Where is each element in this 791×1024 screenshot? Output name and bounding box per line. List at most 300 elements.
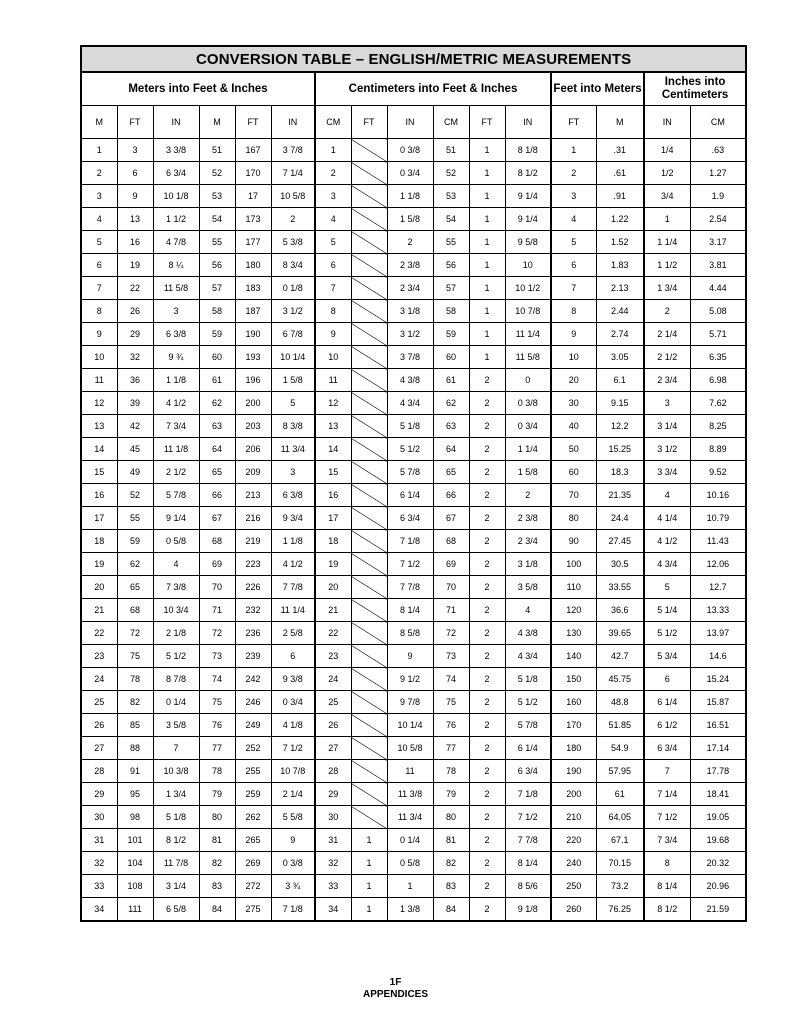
table-cell: 76 [433,714,469,737]
table-cell: 29 [81,783,117,806]
table-cell: 59 [433,323,469,346]
table-cell: 75 [199,691,235,714]
table-cell: 14.6 [690,645,746,668]
table-cell: 64 [433,438,469,461]
table-cell: 173 [235,208,271,231]
table-cell: 260 [551,898,596,922]
table-cell: 1 [81,139,117,162]
table-cell: 6 [81,254,117,277]
table-cell: 8.89 [690,438,746,461]
table-row [81,185,746,208]
table-cell: 7.62 [690,392,746,415]
table-cell: 12 [315,392,351,415]
table-cell: 75 [117,645,153,668]
table-cell: 9 1/2 [387,668,433,691]
table-cell: 12.06 [690,553,746,576]
table-cell: 5 1/8 [153,806,199,829]
table-cell: 8.25 [690,415,746,438]
table-cell: 16 [117,231,153,254]
table-cell: 2 [469,576,505,599]
table-cell: 11 1/4 [271,599,315,622]
table-cell: 51 [433,139,469,162]
table-cell: 213 [235,484,271,507]
table-cell: 6 3/8 [271,484,315,507]
table-cell: 32 [315,852,351,875]
table-cell: 7 [153,737,199,760]
table-row [81,139,746,162]
table-cell: 252 [235,737,271,760]
table-cell [351,346,387,369]
table-cell: 10 7/8 [505,300,551,323]
table-cell: 34 [81,898,117,922]
table-cell: 11.43 [690,530,746,553]
table-cell: 7 1/4 [644,783,690,806]
table-cell: 101 [117,829,153,852]
table-cell: 240 [551,852,596,875]
table-cell: 2 3/4 [387,277,433,300]
table-cell: 1.27 [690,162,746,185]
table-cell [351,760,387,783]
table-cell: 10.16 [690,484,746,507]
table-cell: 68 [117,599,153,622]
table-cell [351,139,387,162]
table-cell: 10 3/8 [153,760,199,783]
table-cell: 69 [433,553,469,576]
table-cell: 13.97 [690,622,746,645]
table-cell: 7 7/8 [387,576,433,599]
table-cell: 4 3/4 [505,645,551,668]
table-cell: 98 [117,806,153,829]
table-cell: 70.15 [596,852,644,875]
table-cell: 10 [81,346,117,369]
table-cell: 2 [469,737,505,760]
table-cell: 3 1/2 [271,300,315,323]
table-row [81,553,746,576]
table-cell: 219 [235,530,271,553]
table-cell: 2.74 [596,323,644,346]
table-cell [351,438,387,461]
table-cell: 1 [469,231,505,254]
table-cell: 2 [387,231,433,254]
table-row [81,806,746,829]
table-cell: 72 [433,622,469,645]
table-cell: 17 [235,185,271,208]
table-cell: 9.15 [596,392,644,415]
table-cell [351,806,387,829]
table-cell: 66 [199,484,235,507]
table-cell: 167 [235,139,271,162]
table-cell: 10 1/4 [387,714,433,737]
table-cell: 8 3/8 [271,415,315,438]
table-cell: 1 5/8 [271,369,315,392]
table-cell: 91 [117,760,153,783]
table-cell: 2.44 [596,300,644,323]
table-cell: 60 [433,346,469,369]
table-cell: 6 5/8 [153,898,199,922]
table-cell: 55 [433,231,469,254]
table-cell: 6 1/4 [644,691,690,714]
table-cell [351,415,387,438]
table-cell: 5 1/2 [505,691,551,714]
table-cell: 9 [81,323,117,346]
table-cell: 85 [117,714,153,737]
table-cell: 53 [433,185,469,208]
table-cell: 5 3/4 [644,645,690,668]
table-cell: 6.1 [596,369,644,392]
table-cell [351,599,387,622]
table-cell: 220 [551,829,596,852]
table-row [81,507,746,530]
table-cell: 62 [199,392,235,415]
table-cell: 1 [469,139,505,162]
table-cell: 26 [81,714,117,737]
table-cell: 3 [271,461,315,484]
table-cell: 2 3/8 [505,507,551,530]
table-row [81,484,746,507]
unit-header: CM [690,106,746,139]
table-cell: 6 3/4 [153,162,199,185]
table-cell: 2 1/2 [153,461,199,484]
table-cell: 1 5/8 [387,208,433,231]
table-cell: 209 [235,461,271,484]
conversion-table [80,45,747,922]
table-cell: 236 [235,622,271,645]
table-cell: 130 [551,622,596,645]
table-cell: 7 1/2 [387,553,433,576]
table-cell: 20 [81,576,117,599]
table-cell: 76.25 [596,898,644,922]
table-cell: 13 [81,415,117,438]
table-cell: 3 [117,139,153,162]
table-cell: 9 [271,829,315,852]
table-cell: 31 [315,829,351,852]
table-cell: 5 1/2 [644,622,690,645]
table-cell: 1 [469,185,505,208]
table-cell: 187 [235,300,271,323]
table-cell [351,208,387,231]
unit-header: FT [469,106,505,139]
table-cell: 28 [81,760,117,783]
table-row [81,231,746,254]
table-cell: 206 [235,438,271,461]
table-cell: 9 [387,645,433,668]
table-cell: 108 [117,875,153,898]
table-cell: 3 1/8 [387,300,433,323]
table-cell [351,300,387,323]
table-cell [351,645,387,668]
table-row [81,829,746,852]
table-cell: 2 [469,622,505,645]
table-cell: 64 [199,438,235,461]
table-cell: 11 [387,760,433,783]
table-cell: 183 [235,277,271,300]
table-cell: 2.54 [690,208,746,231]
table-cell: 7 1/8 [271,898,315,922]
table-cell [351,783,387,806]
table-cell: 3.05 [596,346,644,369]
table-row [81,323,746,346]
table-cell: 33 [315,875,351,898]
table-cell: 8 ¼ [153,254,199,277]
table-cell: 3 [153,300,199,323]
table-cell: 272 [235,875,271,898]
table-cell: 36.6 [596,599,644,622]
table-cell: 13.33 [690,599,746,622]
table-cell: 74 [199,668,235,691]
table-cell: 5 [315,231,351,254]
table-cell: 71 [199,599,235,622]
table-cell: 56 [433,254,469,277]
table-cell: 1.22 [596,208,644,231]
table-cell: 30 [315,806,351,829]
table-cell: 1 1/2 [153,208,199,231]
group-header-centimeters-feet-inches: Centimeters into Feet & Inches [315,72,551,106]
table-cell: 6 1/4 [505,737,551,760]
table-cell: 3 5/8 [153,714,199,737]
table-cell: 29 [117,323,153,346]
table-cell: 2 [469,852,505,875]
table-cell: 13 [117,208,153,231]
table-cell: 9 1/4 [505,208,551,231]
table-cell: 27.45 [596,530,644,553]
table-cell: 7 3/8 [153,576,199,599]
table-cell: 265 [235,829,271,852]
table-cell: 73.2 [596,875,644,898]
table-cell: 3 1/8 [505,553,551,576]
table-cell: 1 [351,875,387,898]
table-cell: 7 [81,277,117,300]
table-cell: 3 [644,392,690,415]
table-cell: 80 [199,806,235,829]
table-cell: 72 [199,622,235,645]
table-cell [351,668,387,691]
table-cell: 81 [199,829,235,852]
table-cell: 1 1/4 [505,438,551,461]
table-cell: 25 [315,691,351,714]
table-cell: 4.44 [690,277,746,300]
table-cell: 8 [644,852,690,875]
table-cell: 1 [469,300,505,323]
table-cell: 5 7/8 [505,714,551,737]
table-cell: 6 7/8 [271,323,315,346]
table-cell: 0 [505,369,551,392]
table-cell: 78 [433,760,469,783]
table-cell: 39.65 [596,622,644,645]
table-cell: 3 1/4 [644,415,690,438]
table-cell: 32 [81,852,117,875]
table-cell: 32 [117,346,153,369]
table-cell: 6 [315,254,351,277]
table-cell: 77 [433,737,469,760]
table-cell: 68 [199,530,235,553]
table-cell: 7 1/2 [271,737,315,760]
table-cell: 5 1/8 [387,415,433,438]
table-cell: 7 3/4 [153,415,199,438]
table-cell: 3 7/8 [387,346,433,369]
table-cell: 1 [315,139,351,162]
table-cell: 1 [469,323,505,346]
table-cell: 11 5/8 [153,277,199,300]
table-cell: 77 [199,737,235,760]
table-cell: 72 [117,622,153,645]
table-row [81,714,746,737]
table-cell: 1 [351,852,387,875]
table-cell: 51 [199,139,235,162]
table-cell: 20 [551,369,596,392]
table-cell: 66 [433,484,469,507]
table-cell: 9 3/8 [271,668,315,691]
table-cell: 8 3/4 [271,254,315,277]
table-cell: 1 [469,277,505,300]
table-row [81,852,746,875]
table-cell: 2 [469,875,505,898]
table-cell: 82 [433,852,469,875]
table-cell: 18.41 [690,783,746,806]
table-cell: 9 1/4 [153,507,199,530]
table-cell [351,277,387,300]
table-cell: 216 [235,507,271,530]
table-cell: 0 3/4 [387,162,433,185]
table-cell [351,714,387,737]
table-row [81,691,746,714]
table-row [81,645,746,668]
table-cell: 22 [81,622,117,645]
table-cell: 10 [315,346,351,369]
table-cell: 5 [81,231,117,254]
table-cell: 78 [199,760,235,783]
table-body [81,139,746,922]
table-cell: 15 [315,461,351,484]
table-cell: 0 3/8 [505,392,551,415]
table-cell: 8 [81,300,117,323]
table-cell: 6.98 [690,369,746,392]
table-cell: 80 [433,806,469,829]
table-cell: 5.08 [690,300,746,323]
table-cell: 11 1/8 [153,438,199,461]
table-cell: 4 7/8 [153,231,199,254]
table-cell: 67 [433,507,469,530]
table-cell: 4 [551,208,596,231]
table-cell: 53 [199,185,235,208]
table-cell: 196 [235,369,271,392]
table-cell: 10 7/8 [271,760,315,783]
table-row [81,875,746,898]
table-cell: 9 [117,185,153,208]
table-cell [351,254,387,277]
table-cell: 60 [199,346,235,369]
table-cell: 5 7/8 [387,461,433,484]
table-cell: 7 1/2 [505,806,551,829]
table-cell: 57 [433,277,469,300]
table-cell: 2 [469,507,505,530]
table-cell: 65 [199,461,235,484]
table-cell: 5 [271,392,315,415]
table-cell: 3 1/2 [387,323,433,346]
table-cell: 1 [469,254,505,277]
unit-header: CM [315,106,351,139]
table-cell [351,323,387,346]
table-cell [351,507,387,530]
table-cell: 9 ¾ [153,346,199,369]
table-row [81,898,746,922]
table-row [81,162,746,185]
table-cell: 9.52 [690,461,746,484]
unit-header: IN [644,106,690,139]
table-cell: 6 [551,254,596,277]
table-cell: .61 [596,162,644,185]
table-cell: 11 [81,369,117,392]
table-cell: 5 1/2 [153,645,199,668]
table-cell: 54 [199,208,235,231]
table-cell: 7 [551,277,596,300]
table-cell: .31 [596,139,644,162]
table-cell: 4 3/4 [644,553,690,576]
table-cell: 73 [199,645,235,668]
table-cell: 1/4 [644,139,690,162]
table-cell: 2 [644,300,690,323]
table-cell: 84 [433,898,469,922]
table-cell [351,622,387,645]
table-cell: 9 3/4 [271,507,315,530]
table-cell: 6 [271,645,315,668]
table-cell: 30 [551,392,596,415]
table-row [81,737,746,760]
table-cell: 67 [199,507,235,530]
table-cell: 15.24 [690,668,746,691]
table-cell: 21.59 [690,898,746,922]
table-cell: 54.9 [596,737,644,760]
table-cell: 1 [469,208,505,231]
table-cell: 2 [469,530,505,553]
group-header-meters-feet-inches: Meters into Feet & Inches [81,72,315,106]
table-cell: 180 [235,254,271,277]
table-cell: 1 [551,139,596,162]
table-cell: 65 [117,576,153,599]
table-cell: 1 1/8 [153,369,199,392]
table-cell: 104 [117,852,153,875]
table-cell: 10 5/8 [387,737,433,760]
table-cell: 8 1/2 [644,898,690,922]
table-cell: 10 1/4 [271,346,315,369]
table-cell: 26 [315,714,351,737]
table-cell: 10 [551,346,596,369]
table-cell [351,185,387,208]
table-cell: 170 [551,714,596,737]
table-cell: 6 3/4 [505,760,551,783]
table-cell: 5 1/8 [505,668,551,691]
table-cell: 56 [199,254,235,277]
table-cell: 54 [433,208,469,231]
page-footer [0,977,791,1001]
table-cell: 2 3/4 [505,530,551,553]
table-cell: 0 1/4 [153,691,199,714]
table-cell: .63 [690,139,746,162]
group-header-inches-centimeters: Inches into Centimeters [644,72,746,106]
table-cell: 70 [433,576,469,599]
table-cell: 3 1/2 [644,438,690,461]
table-cell: 4 1/4 [644,507,690,530]
table-cell: 3 5/8 [505,576,551,599]
table-cell: 8 5/6 [505,875,551,898]
table-cell: 5 [644,576,690,599]
table-cell: 2 [469,898,505,922]
table-cell: 1.83 [596,254,644,277]
table-cell: 140 [551,645,596,668]
table-cell: 111 [117,898,153,922]
table-cell: 0 3/8 [271,852,315,875]
table-row [81,760,746,783]
table-cell: 70 [551,484,596,507]
